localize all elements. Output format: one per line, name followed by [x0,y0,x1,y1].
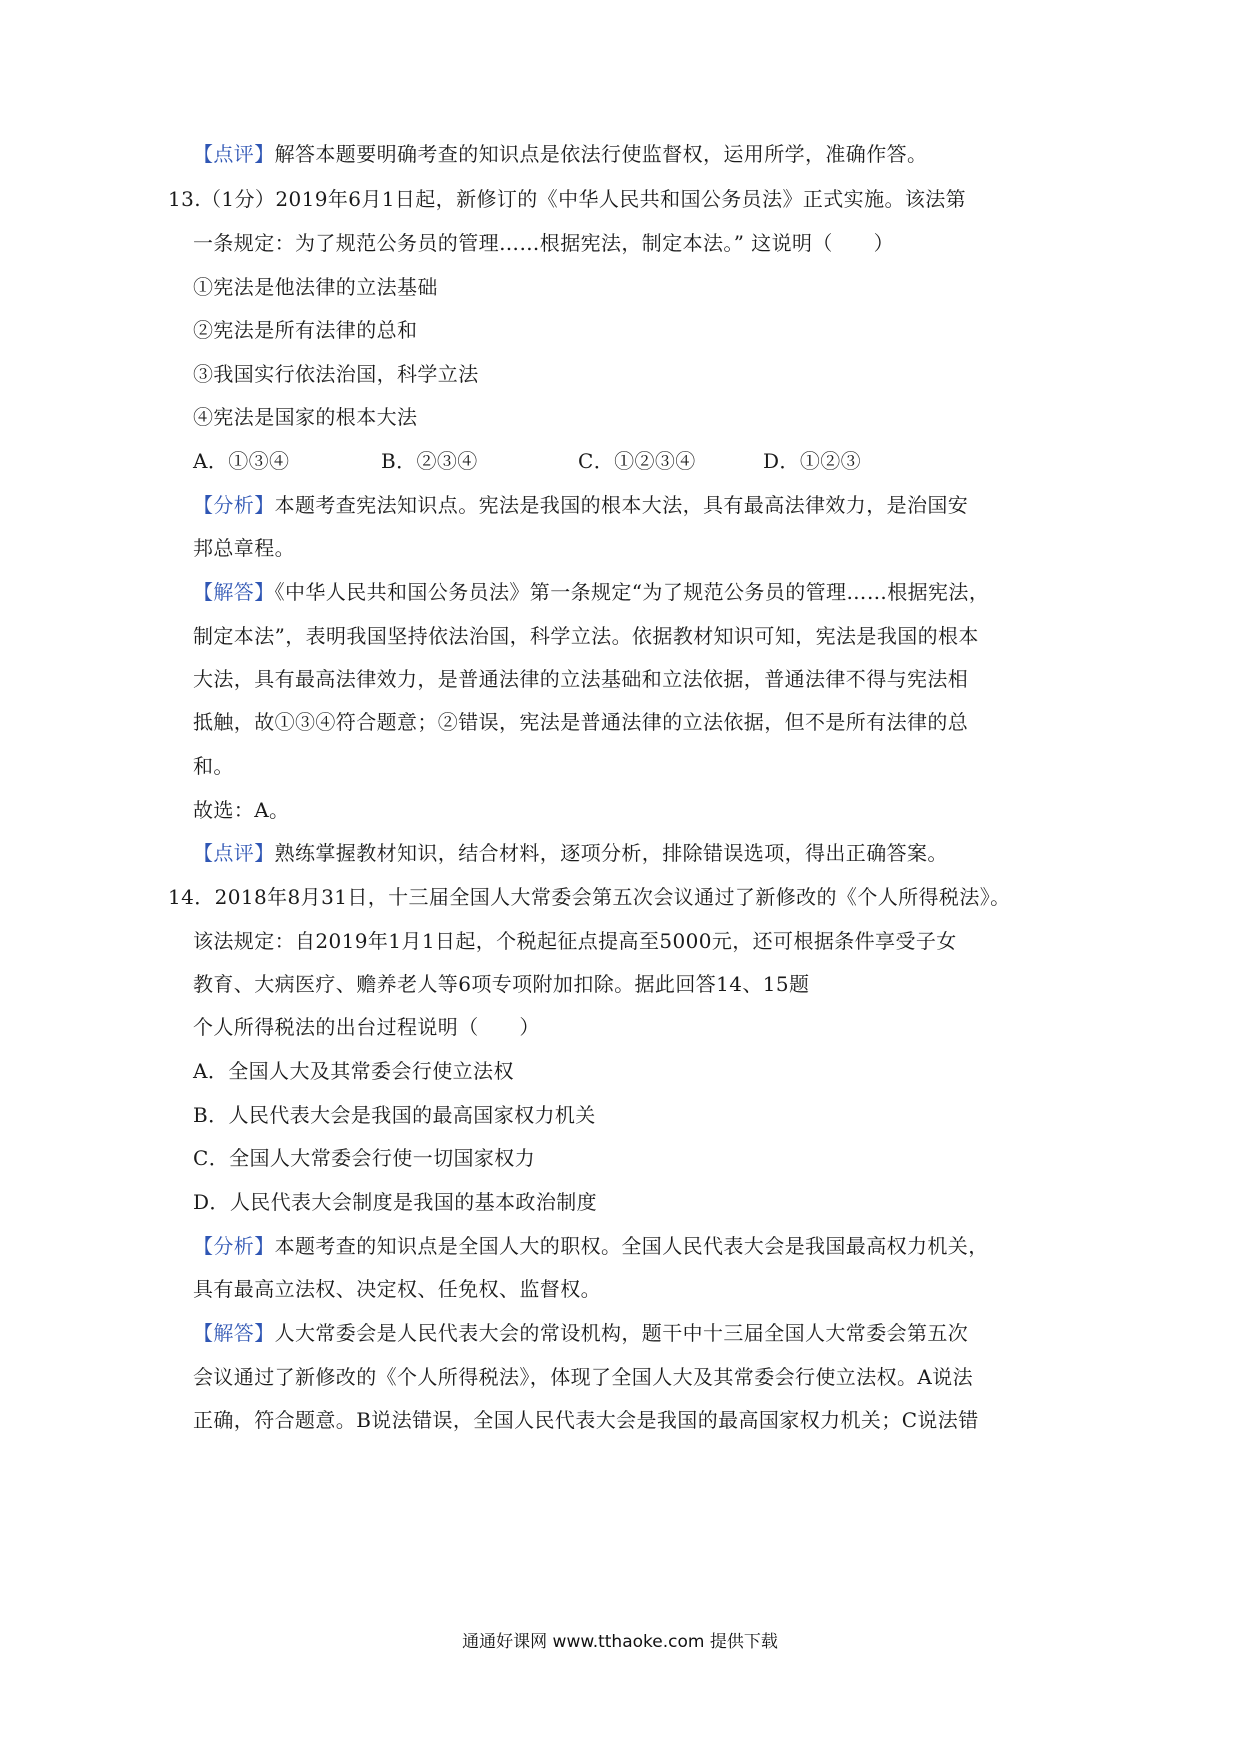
q13-answer-line5: 和。 [193,754,234,778]
answer-text: 人大常委会是人民代表大会的常设机构，题干中十三届全国人大常委会第五次 [274,1321,969,1345]
q14-stem-line3: 教育、大病医疗、赡养老人等6项专项附加扣除。据此回答14、15题 [193,972,810,996]
analysis-text: 本题考查宪法知识点。宪法是我国的根本大法，具有最高法律效力，是治国安 [274,493,969,517]
q13-stem-line1: 13.（1分）2019年6月1日起，新修订的《中华人民共和国公务员法》正式实施。该法第 [168,187,967,211]
q13-option-a: A．①③④ [193,449,290,473]
q14-answer-line2: 会议通过了新修改的《个人所得税法》，体现了全国人大及其常委会行使立法权。A说法 [193,1365,974,1389]
q12-comment [193,141,927,167]
analysis-tag: 【分析】 [193,1234,275,1258]
answer-tag: 【解答】 [193,1321,275,1345]
q13-choice: 故选：A。 [193,798,290,822]
comment-tag: 【点评】 [193,841,275,865]
q13-statement-3: ③我国实行依法治国，科学立法 [193,362,479,386]
q13-answer-line3: 大法，具有最高法律效力，是普通法律的立法基础和立法依据，普通法律不得与宪法相 [193,667,969,691]
answer-text: 《中华人民共和国公务员法》第一条规定“为了规范公务员的管理……根据宪法， [274,580,990,604]
q13-statement-1: ①宪法是他法律的立法基础 [193,275,438,299]
q13-answer-line2: 制定本法”，表明我国坚持依法治国，科学立法。依据教材知识可知，宪法是我国的根本 [193,624,979,648]
q14-answer-line3: 正确，符合题意。B说法错误，全国人民代表大会是我国的最高国家权力机关；C说法错 [193,1408,979,1432]
comment-tag: 【点评】 [193,142,275,166]
q13-comment [193,840,948,866]
q13-option-d: D．①②③ [763,449,862,473]
q13-stem-line2: 一条规定：为了规范公务员的管理……根据宪法，制定本法。” 这说明（ ） [193,231,894,255]
q13-answer-line4: 抵触，故①③④符合题意；②错误，宪法是普通法律的立法依据，但不是所有法律的总 [193,710,969,734]
q14-option-c: C．全国人大常委会行使一切国家权力 [193,1146,536,1170]
q13-option-b: B．②③④ [381,449,478,473]
analysis-tag: 【分析】 [193,493,275,517]
q13-analysis [193,492,968,518]
q14-analysis-line2: 具有最高立法权、决定权、任免权、监督权。 [193,1277,601,1301]
analysis-text: 本题考查的知识点是全国人大的职权。全国人民代表大会是我国最高权力机关， [274,1234,989,1258]
q13-statement-2: ②宪法是所有法律的总和 [193,318,418,342]
q14-answer [193,1320,968,1346]
q14-question: 个人所得税法的出台过程说明（ ） [193,1015,540,1039]
q13-option-c: C．①②③④ [578,449,696,473]
q14-analysis [193,1233,989,1259]
answer-tag: 【解答】 [193,580,275,604]
q13-analysis-line2: 邦总章程。 [193,536,295,560]
q14-option-d: D．人民代表大会制度是我国的基本政治制度 [193,1190,598,1214]
q14-option-a: A．全国人大及其常委会行使立法权 [193,1059,514,1083]
comment-text: 熟练掌握教材知识，结合材料，逐项分析，排除错误选项，得出正确答案。 [274,841,948,865]
q13-statement-4: ④宪法是国家的根本大法 [193,405,418,429]
q14-option-b: B．人民代表大会是我国的最高国家权力机关 [193,1103,596,1127]
page-footer: 通通好课网 www.tthaoke.com 提供下载 [462,1632,778,1652]
q14-stem-line2: 该法规定：自2019年1月1日起，个税起征点提高至5000元，还可根据条件享受子女 [193,929,957,953]
q14-stem-line1: 14．2018年8月31日，十三届全国人大常委会第五次会议通过了新修改的《个人所得税法》。 [168,885,1011,909]
q13-answer [193,579,989,605]
comment-text: 解答本题要明确考查的知识点是依法行使监督权，运用所学，准确作答。 [274,142,928,166]
